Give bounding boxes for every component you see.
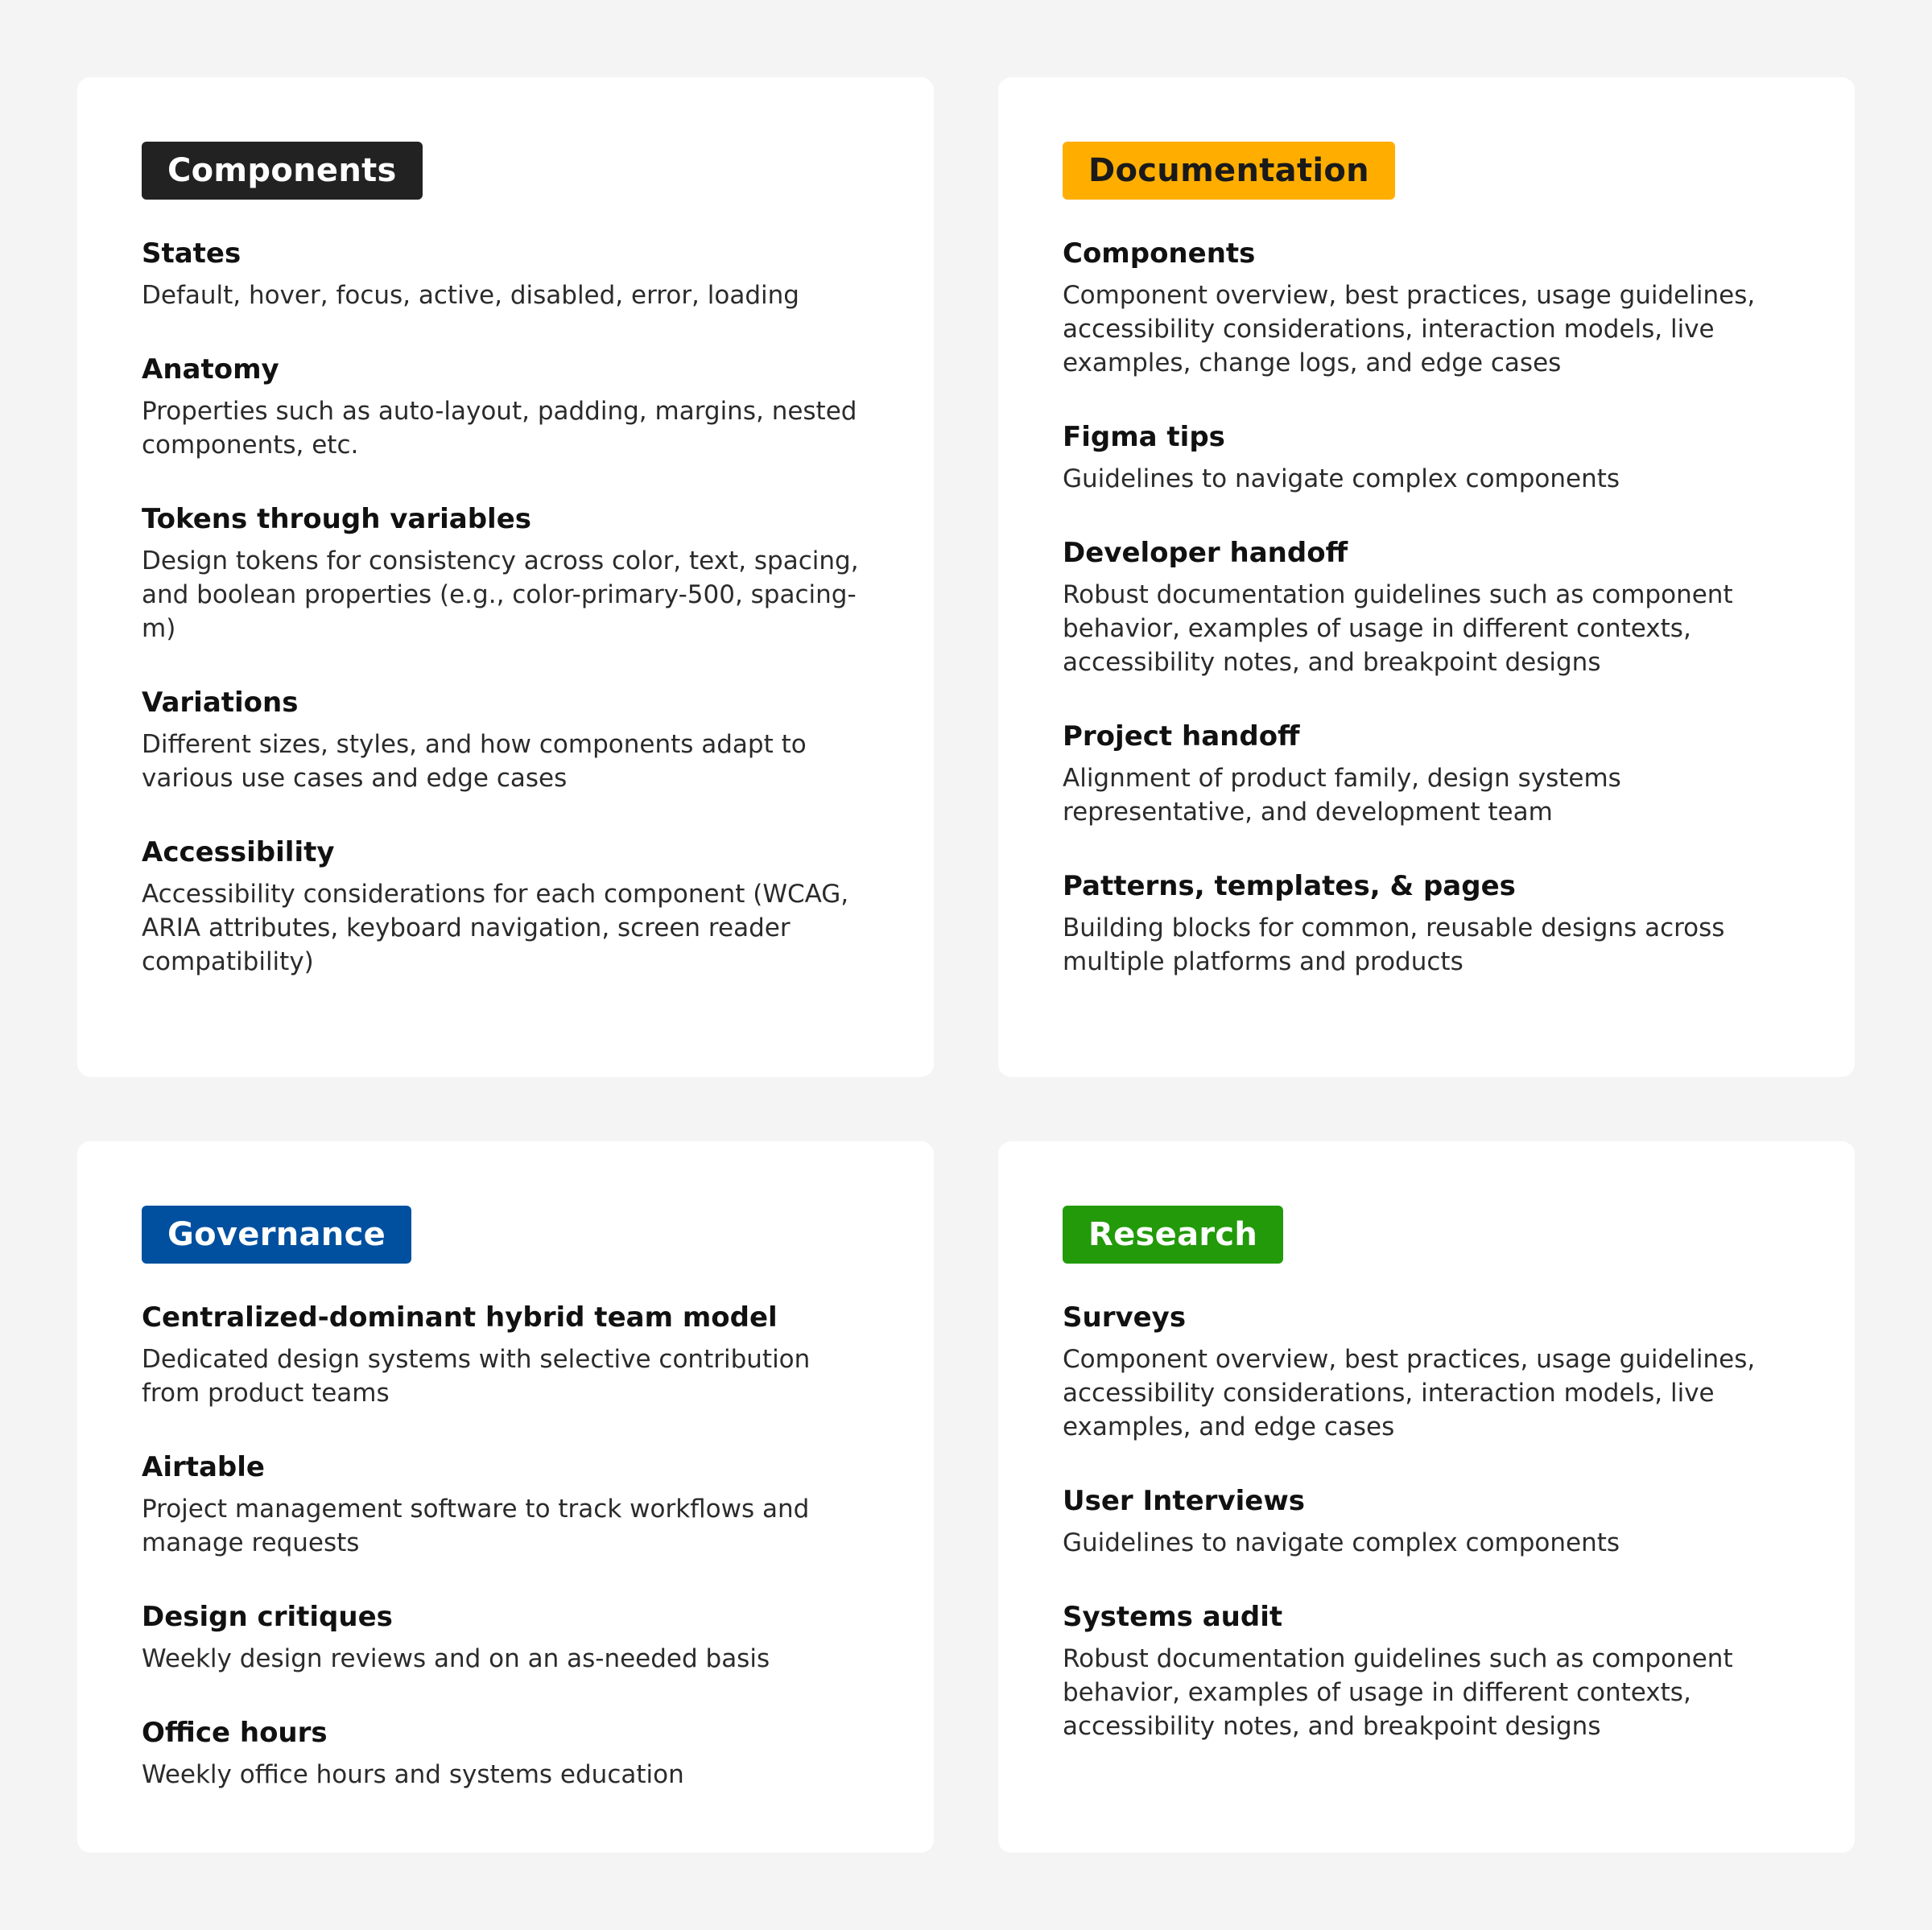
section-title: User Interviews	[1063, 1485, 1305, 1517]
section-title: Systems audit	[1063, 1601, 1283, 1633]
section-description: Accessibility considerations for each component (WCAG, ARIA attributes, keyboard navigation, screen reader compatibility)	[142, 880, 849, 976]
section-description: Different sizes, styles, and how components adapt to various use cases and edge cases	[142, 730, 807, 793]
section-title: Surveys	[1063, 1301, 1187, 1334]
section-user-interviews	[1063, 1484, 1790, 1560]
section-systems-audit	[1063, 1600, 1790, 1743]
section-description: Building blocks for common, reusable designs across multiple platforms and products	[1063, 913, 1725, 976]
documentation-card	[998, 77, 1855, 1077]
section-states	[142, 237, 869, 312]
section-title: Design critiques	[142, 1601, 393, 1633]
research-tag: Research	[1063, 1206, 1283, 1264]
section-project-handoff	[1063, 720, 1790, 829]
section-patterns	[1063, 869, 1790, 979]
section-description: Weekly office hours and systems education	[142, 1760, 684, 1789]
section-description: Weekly design reviews and on an as-needed basis	[142, 1644, 770, 1673]
section-title: States	[142, 237, 242, 270]
section-surveys	[1063, 1301, 1790, 1444]
section-description: Guidelines to navigate complex components	[1063, 1528, 1620, 1557]
section-title: Accessibility	[142, 836, 335, 868]
section-accessibility	[142, 835, 869, 979]
section-description: Guidelines to navigate complex components	[1063, 464, 1620, 493]
section-description: Dedicated design systems with selective contribution from product teams	[142, 1345, 811, 1408]
section-title: Variations	[142, 687, 299, 719]
section-title: Figma tips	[1063, 421, 1225, 453]
components-card	[77, 77, 934, 1077]
governance-card	[77, 1141, 934, 1853]
governance-tag: Governance	[142, 1206, 411, 1264]
section-title: Project handoff	[1063, 720, 1300, 753]
section-description: Robust documentation guidelines such as component behavior, examples of usage in different contexts, accessibility notes, and breakpoint designs	[1063, 580, 1733, 677]
section-description: Default, hover, focus, active, disabled, error, loading	[142, 281, 799, 310]
section-description: Project management software to track workflows and manage requests	[142, 1495, 810, 1557]
section-team-model	[142, 1301, 869, 1410]
section-design-critiques	[142, 1600, 869, 1676]
section-title: Centralized-dominant hybrid team model	[142, 1301, 778, 1334]
section-title: Tokens through variables	[142, 503, 532, 535]
section-tokens	[142, 502, 869, 645]
section-title: Components	[1063, 237, 1256, 270]
section-figma-tips	[1063, 420, 1790, 496]
section-title: Airtable	[142, 1451, 265, 1483]
section-title: Developer handoff	[1063, 537, 1348, 569]
section-airtable	[142, 1450, 869, 1560]
section-description: Robust documentation guidelines such as component behavior, examples of usage in different contexts, accessibility notes, and breakpoint designs	[1063, 1644, 1733, 1741]
section-description: Component overview, best practices, usage guidelines, accessibility considerations, interaction models, live examples, change logs, and edge cases	[1063, 281, 1756, 377]
section-description: Design tokens for consistency across color, text, spacing, and boolean properties (e.g., color-primary-500, spacing-m)	[142, 546, 859, 643]
section-title: Patterns, templates, & pages	[1063, 870, 1516, 902]
documentation-tag: Documentation	[1063, 142, 1395, 200]
research-card	[998, 1141, 1855, 1853]
section-description: Alignment of product family, design systems representative, and development team	[1063, 764, 1621, 827]
section-description: Properties such as auto-layout, padding, margins, nested components, etc.	[142, 397, 857, 460]
section-description: Component overview, best practices, usage guidelines, accessibility considerations, interaction models, live examples, and edge cases	[1063, 1345, 1756, 1441]
section-office-hours	[142, 1716, 869, 1792]
section-anatomy	[142, 353, 869, 462]
components-tag: Components	[142, 142, 423, 200]
section-title: Anatomy	[142, 353, 279, 386]
section-variations	[142, 686, 869, 795]
section-doc-components	[1063, 237, 1790, 380]
section-developer-handoff	[1063, 536, 1790, 679]
section-title: Office hours	[142, 1717, 328, 1749]
